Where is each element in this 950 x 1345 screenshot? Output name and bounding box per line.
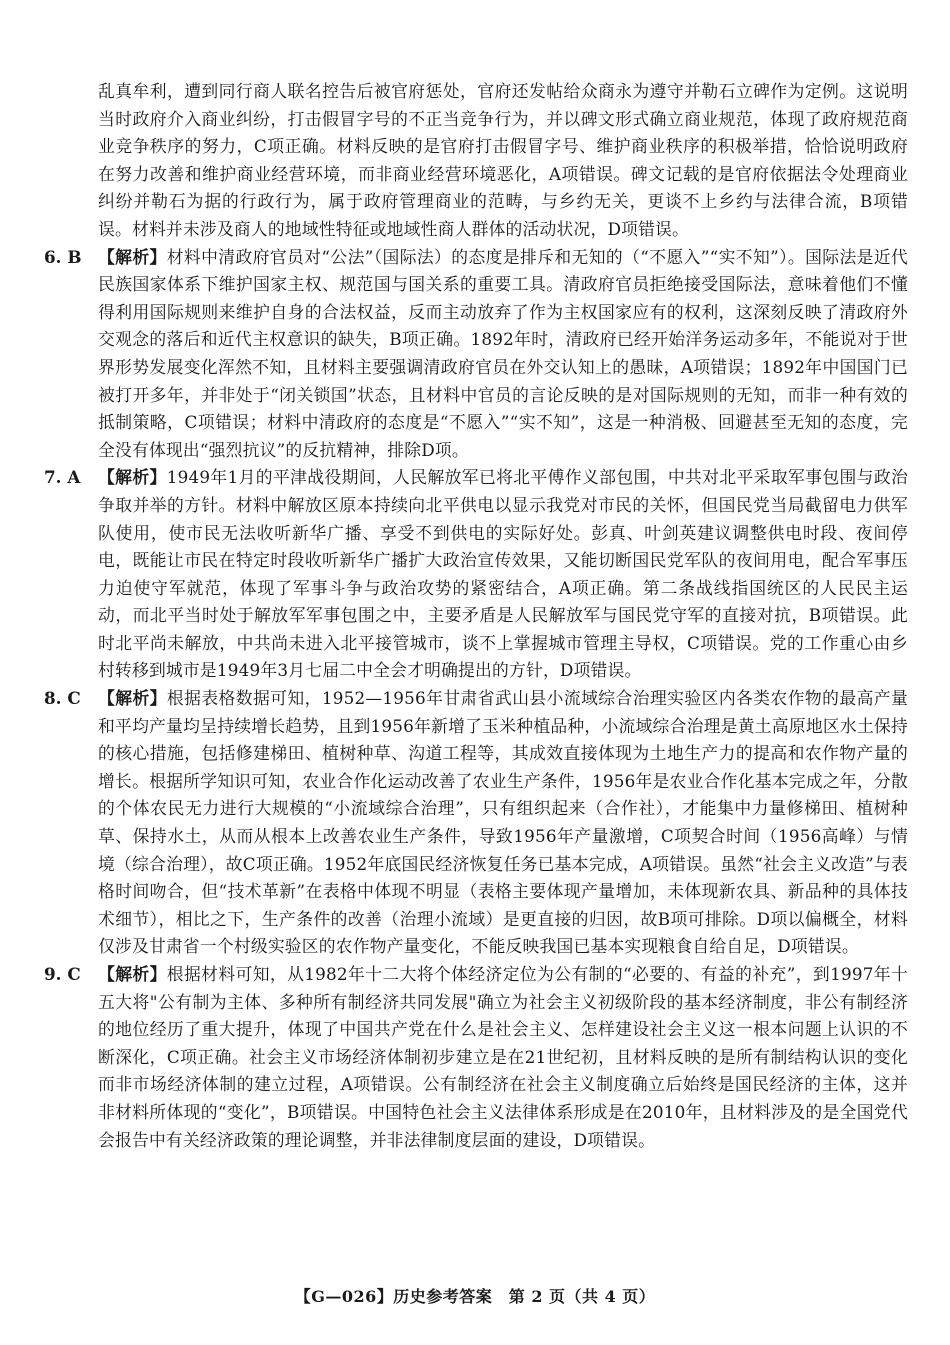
analysis-tag: 【解析】 [98,688,167,709]
analysis-text: 根据材料可知，从1982年十二大将个体经济定位为公有制的“必要的、有益的补充”，到1997年十五大将"公有制为主体、多种所有制经济共同发展"确立为社会主义初级阶段的基本经济制度，非公有制经济的地位经历了重大提升，体现了中国共产党在什么是社会主义、怎样建设社会主义这一根本问题上认识的不断深化，C项正确。社会主义市场经济体制初步建立是在21世纪初，且材料反映的是所有制结构认识的变化而非市场经济体制的建立过程，A项错误。公有制经济在社会主义制度确立后始终是国民经济的主体，这并非材料所体现的“变化”，B项错误。中国特色社会主义法律体系形成是在2010年，且材料涉及的是全国党代会报告中有关经济政策的理论调整，并非法律制度层面的建设，D项错误。 [98,964,908,1150]
answer-number: 8. C [44,688,81,709]
analysis-text: 根据表格数据可知，1952—1956年甘肃省武山县小流域综合治理实验区内各类农作物的最高产量和平均产量均呈持续增长趋势，且到1956年新增了玉米种植品种，小流域综合治理是黄土高原地区水土保持的核心措施，包括修建梯田、植树种草、沟道工程等，其成效直接体现为土地生产力的提高和农作物产量的增长。根据所学知识可知，农业合作化运动改善了农业生产条件，1956年是农业合作化基本完成之年，分散的个体农民无力进行大规模的“小流域综合治理”，只有组织起来（合作社），才能集中力量修梯田、植树种草、保持水土，从而从根本上改善农业生产条件，导致1956年产量激增，C项契合时间（1956高峰）与情境（综合治理），故C项正确。1952年底国民经济恢复任务已基本完成，A项错误。虽然“社会主义改造”与表格时间吻合，但“技术革新”在表格中体现不明显（表格主要体现产量增加，未体现新农具、新品种的具体技术细节），相比之下，生产条件的改善（治理小流域）是更直接的归因，故B项可排除。D项以偏概全，材料仅涉及甘肃省一个村级实验区的农作物产量变化，不能反映我国已基本实现粮食自给自足，D项错误。 [98,688,908,957]
page-content [0,78,950,1154]
answer-item-8 [0,685,950,961]
analysis-tag: 【解析】 [98,467,167,488]
intro-paragraph: 乱真牟利，遭到同行商人联名控告后被官府惩处，官府还发帖给众商永为遵守并勒石立碑作为定例。这说明当时政府介入商业纠纷，打击假冒字号的不正当竞争行为，并以碑文形式确立商业规范，体现了政府规范商业竞争秩序的努力，C项正确。材料反映的是官府打击假冒字号、维护商业秩序的积极举措，恰恰说明政府在努力改善和维护商业经营环境，而非商业经营环境恶化，A项错误。碑文记载的是官府依据法令处理商业纠纷并勒石为据的行政行为，属于政府管理商业的范畴，与乡约无关，更谈不上乡约与法律合流，B项错误。材料并未涉及商人的地域性特征或地域性商人群体的活动状况，D项错误。 [98,81,908,239]
analysis-text: 1949年1月的平津战役期间，人民解放军已将北平傅作义部包围，中共对北平采取军事包围与政治争取并举的方针。材料中解放区原本持续向北平供电以显示我党对市民的关怀，但国民党当局截留电力供军队使用，使市民无法收听新华广播、享受不到供电的实际好处。彭真、叶剑英建议调整供电时段、夜间停电，既能让市民在特定时段收听新华广播扩大政治宣传效果，又能切断国民党军队的夜间用电，配合军事压力迫使守军就范，体现了军事斗争与政治攻势的紧密结合，A项正确。第二条战线指国统区的人民民主运动，而北平当时处于解放军军事包围之中，主要矛盾是人民解放军与国民党守军的直接对抗，B项错误。此时北平尚未解放，中共尚未进入北平接管城市，谈不上掌握城市管理主导权，C项错误。党的工作重心由乡村转移到城市是1949年3月七届二中全会才明确提出的方针，D项错误。 [98,467,908,681]
answer-number: 7. A [44,467,81,488]
analysis-tag: 【解析】 [98,964,167,984]
page-footer: 【G—026】历史参考答案 第 2 页（共 4 页） [294,1287,656,1306]
answer-item-7 [0,464,950,685]
answer-item-9 [0,961,950,1154]
answer-number: 6. B [44,246,82,267]
answer-number: 9. C [44,964,81,984]
answer-item-6 [0,244,950,465]
analysis-tag: 【解析】 [98,246,167,267]
analysis-text: 材料中清政府官员对“公法”（国际法）的态度是排斥和无知的（“不愿入”“实不知”）。国际法是近代民族国家体系下维护国家主权、规范国与国关系的重要工具。清政府官员拒绝接受国际法，意味着他们不懂得利用国际规则来维护自身的合法权益，反而主动放弃了作为主权国家应有的权利，这深刻反映了清政府外交观念的落后和近代主权意识的缺失，B项正确。1892年时，清政府已经开始洋务运动多年，不能说对于世界形势发展变化浑然不知，且材料主要强调清政府官员在外交认知上的愚昧，A项错误；1892年中国国门已被打开多年，并非处于“闭关锁国”状态，且材料中官员的言论反映的是对国际规则的无知，而非一种有效的抵制策略，C项错误；材料中清政府的态度是“不愿入”“实不知”，这是一种消极、回避甚至无知的态度，完全没有体现出“强烈抗议”的反抗精神，排除D项。 [98,246,908,460]
